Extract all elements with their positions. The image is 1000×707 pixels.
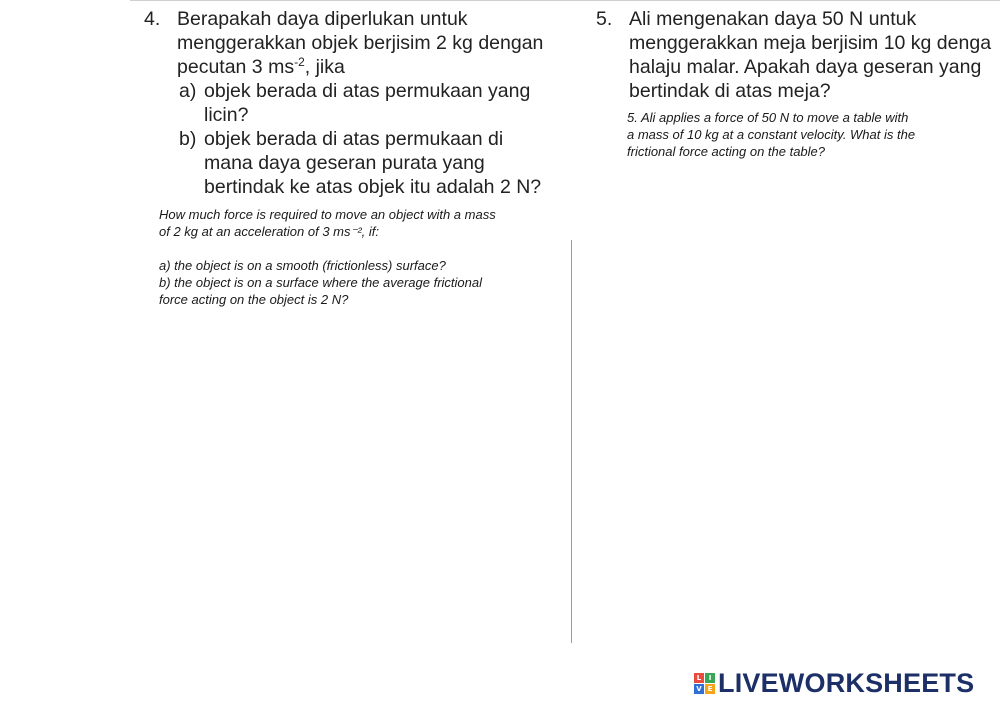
question-5-line-4: bertindak di atas meja? xyxy=(629,80,831,102)
top-border xyxy=(130,0,1000,1)
logo-mark-icon xyxy=(694,673,715,694)
question-4-exponent: -2 xyxy=(294,55,305,69)
translation-4-line-5: force acting on the object is 2 N? xyxy=(159,292,349,307)
column-divider xyxy=(571,240,572,643)
question-4 xyxy=(144,7,564,199)
logo-text: LIVEWORKSHEETS xyxy=(718,668,975,698)
question-4-line-3-end: , jika xyxy=(304,56,345,78)
option-a-line-1: objek berada di atas permukaan yang xyxy=(204,80,531,102)
question-4-translation xyxy=(159,206,549,310)
translation-4-line-2: of 2 kg at an acceleration of 3 ms⁻², if: xyxy=(159,224,380,239)
translation-5-line-3: frictional force acting on the table? xyxy=(627,144,826,159)
translation-4-line-3: a) the object is on a smooth (frictionless) surface? xyxy=(159,258,446,273)
logo-mark-l: L xyxy=(694,673,704,683)
question-4-line-2: menggerakkan objek berjisim 2 kg dengan xyxy=(177,32,544,54)
question-4-number: 4. xyxy=(144,8,161,30)
translation-4-line-4: b) the object is on a surface where the average frictional xyxy=(159,275,483,290)
question-4-line-3 xyxy=(177,55,345,79)
question-5-line-1: Ali mengenakan daya 50 N untuk xyxy=(629,8,917,30)
question-5 xyxy=(596,7,1000,103)
option-b-marker: b) xyxy=(179,128,197,150)
translation-4-line-1: How much force is required to move an object with a mass xyxy=(159,207,496,222)
option-b-line-1: objek berada di atas permukaan di xyxy=(204,128,504,150)
option-a-marker: a) xyxy=(179,80,197,102)
translation-5-line-1: 5. Ali applies a force of 50 N to move a table with xyxy=(627,110,909,125)
logo-mark-e: E xyxy=(705,684,715,694)
liveworksheets-logo xyxy=(694,668,974,698)
question-4-line-3-text: pecutan 3 ms xyxy=(177,56,295,78)
logo-mark-v: V xyxy=(694,684,704,694)
question-5-line-2: menggerakkan meja berjisim 10 kg denga xyxy=(629,32,992,54)
option-b-line-2: mana daya geseran purata yang xyxy=(204,152,485,174)
option-b-line-3: bertindak ke atas objek itu adalah 2 N? xyxy=(204,176,542,198)
question-5-translation xyxy=(627,109,967,161)
translation-5-line-2: a mass of 10 kg at a constant velocity. What is the xyxy=(627,127,916,142)
question-4-line-1: Berapakah daya diperlukan untuk xyxy=(177,8,468,30)
logo-mark-i: I xyxy=(705,673,715,683)
question-5-number: 5. xyxy=(596,8,613,30)
option-a-line-2: licin? xyxy=(204,104,249,126)
question-5-line-3: halaju malar. Apakah daya geseran yang xyxy=(629,56,982,78)
